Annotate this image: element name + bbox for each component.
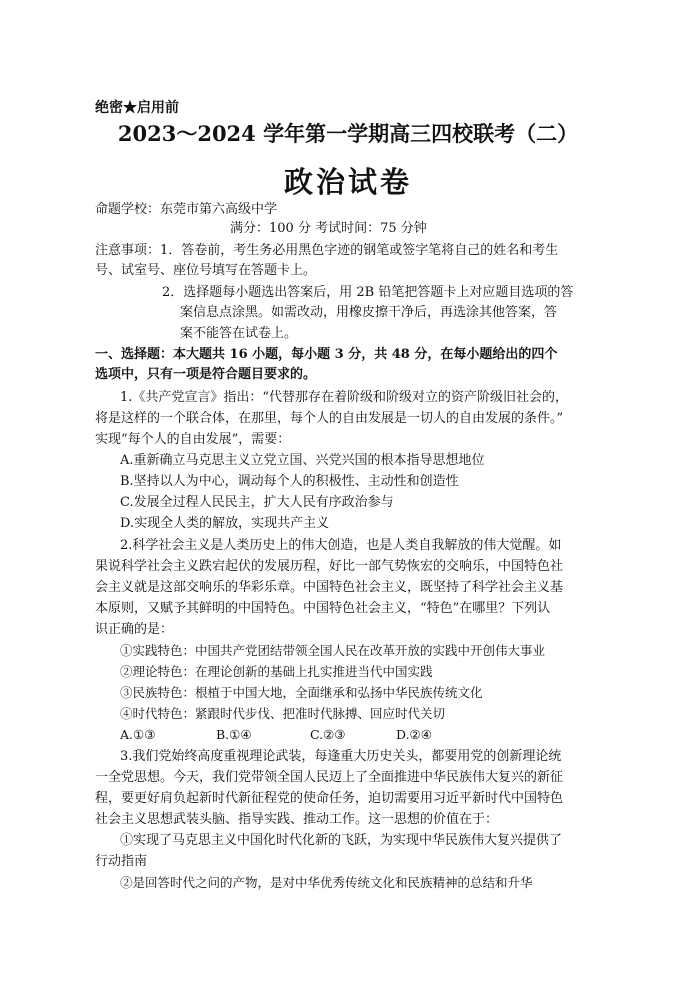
q2-stem-line-1: 2.科学社会主义是人类历史上的伟大创造，也是人类自我解放的伟大觉醒。如 [120,538,562,553]
school-line: 命题学校：东莞市第六高级中学 [95,202,278,217]
section-heading-line-2: 选项中，只有一项是符合题目要求的。 [95,367,317,382]
q3-stem-line-3: 程，要更好肩负起新时代新征程党的使命任务，迫切需要用习近平新时代中国特色 [95,791,564,806]
q1-stem-line-2: 将是这样的一个联合体，在那里，每个人的自由发展是一切人的自由发展的条件。” [95,411,564,426]
q3-stem-line-4: 社会主义思想武装头脑、指导实践、推动工作。这一思想的价值在于： [95,812,499,827]
q1-stem-line-1: 1.《共产党宣言》指出：“代替那存在着阶级和阶级对立的资产阶级旧社会的， [120,390,569,405]
q2-item-4: ④时代特色：紧跟时代步伐、把准时代脉搏、回应时代关切 [120,706,446,721]
section-heading-line-1: 一、选择题：本大题共 16 小题，每小题 3 分，共 48 分，在每小题给出的四个 [95,347,558,362]
q2-item-3: ③民族特色：根植于中国大地，全面继承和弘扬中华民族传统文化 [120,685,483,700]
q2-stem-line-2: 果说科学社会主义跌宕起伏的发展历程，好比一部气势恢宏的交响乐，中国特色社 [95,559,564,574]
q2-stem-line-5: 识正确的是： [95,622,174,637]
note-2-line-1: 2．选择题每小题选出答案后，用 2B 铅笔把答题卡上对应题目选项的答 [162,285,574,300]
q2-option-a: A.①③ [120,727,156,742]
q3-stem-line-2: 一全党思想。今天，我们党带领全国人民迈上了全面推进中华民族伟大复兴的新征 [95,770,564,785]
q1-option-d: D.实现全人类的解放，实现共产主义 [120,516,330,531]
note-1-line-1: 注意事项：1．答卷前，考生务必用黑色字迹的钢笔或签字笔将自己的姓名和考生 [95,243,559,258]
q3-item-2: ②是回答时代之问的产物，是对中华优秀传统文化和民族精神的总结和升华 [120,875,533,890]
subject-title: 政治试卷 [283,165,412,199]
q1-stem-line-3: 实现“每个人的自由发展”，需要： [95,432,291,447]
confidential-mark: 绝密★启用前 [95,100,179,116]
q1-option-c: C.发展全过程人民民主，扩大人民有序政治参与 [120,495,394,510]
q2-option-c: C.②③ [310,727,346,742]
q3-stem-line-1: 3.我们党始终高度重视理论武装，每逢重大历史关头，都要用党的创新理论统 [120,749,562,764]
q2-option-d: D.②④ [396,727,432,742]
q2-stem-line-4: 本原则，又赋予其鲜明的中国特色。中国特色社会主义，“特色”在哪里？下列认 [95,601,551,616]
note-1-line-2: 号、试室号、座位号填写在答题卡上。 [95,263,317,278]
q2-stem-line-3: 会主义就是这部交响乐的华彩乐章。中国特色社会主义，既坚持了科学社会主义基 [95,580,564,595]
q2-item-2: ②理论特色：在理论创新的基础上扎实推进当代中国实践 [120,664,433,679]
score-time-line: 满分：100 分 考试时间：75 分钟 [230,221,427,236]
q3-item-1-line-1: ①实现了马克思主义中国化时代化新的飞跃，为实现中华民族伟大复兴提供了 [120,833,563,848]
exam-title: 2023～2024 学年第一学期高三四校联考（二） [117,121,579,146]
q3-item-1-line-2: 行动指南 [95,854,148,869]
q1-option-b: B.坚持以人为中心，调动每个人的积极性、主动性和创造性 [120,474,459,489]
note-2-line-3: 案不能答在试卷上。 [180,326,298,341]
q2-option-b: B.①④ [216,727,252,742]
note-2-line-2: 案信息点涂黑。如需改动，用橡皮擦干净后，再选涂其他答案，答 [180,305,558,320]
q1-option-a: A.重新确立马克思主义立党立国、兴党兴国的根本指导思想地位 [120,453,485,468]
q2-item-1: ①实践特色：中国共产党团结带领全国人民在改革开放的实践中开创伟大事业 [120,643,546,658]
